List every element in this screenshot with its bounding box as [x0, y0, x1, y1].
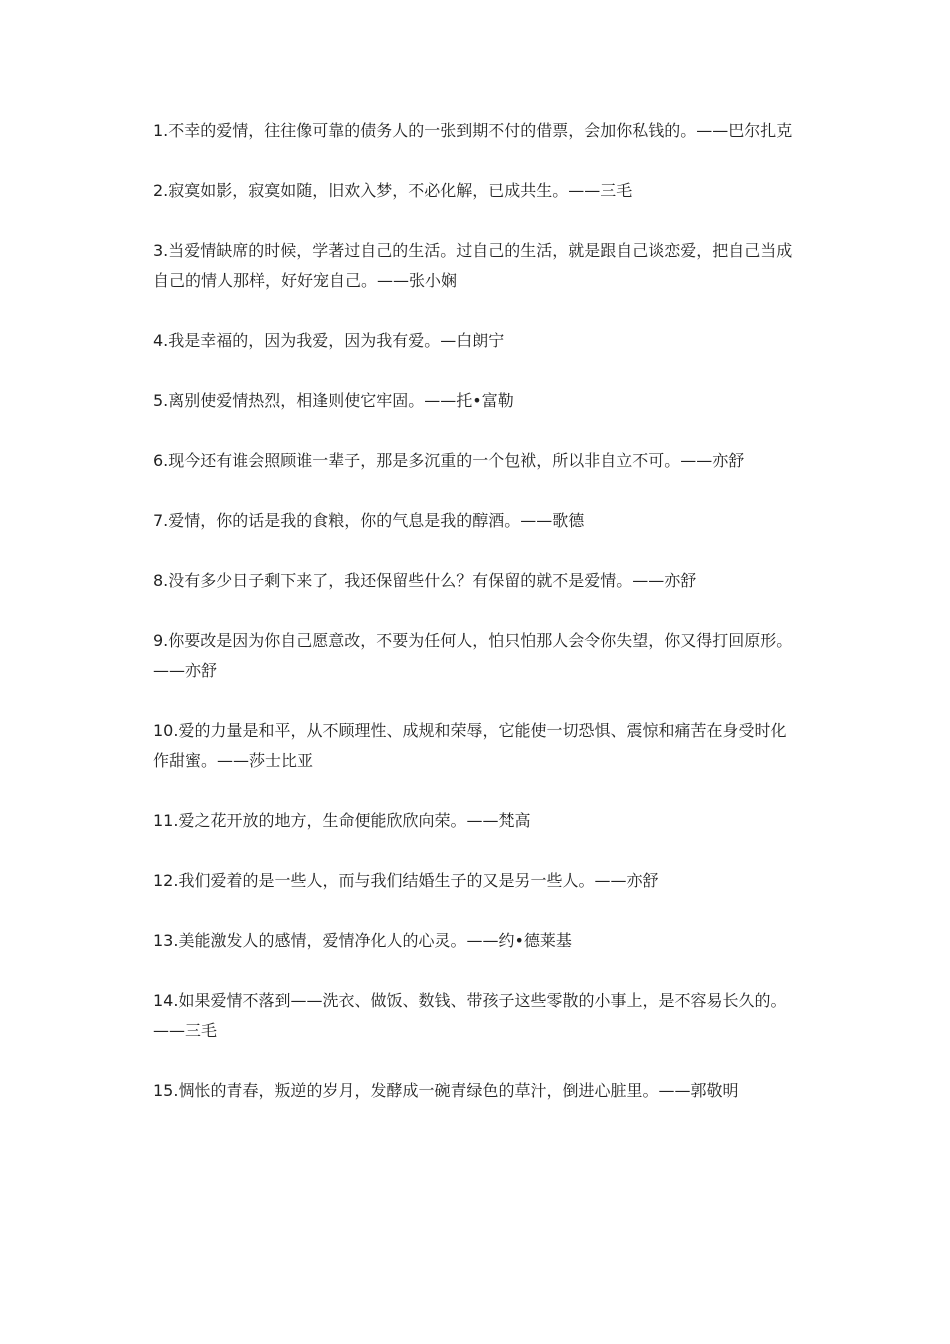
- quote-item: 6.现今还有谁会照顾谁一辈子，那是多沉重的一个包袱，所以非自立不可。——亦舒: [153, 451, 745, 470]
- quote-item: 13.美能激发人的感情，爱情净化人的心灵。——约•德莱基: [153, 931, 572, 950]
- quote-item: 4.我是幸福的，因为我爱，因为我有爱。—白朗宁: [153, 331, 505, 350]
- quote-item: 12.我们爱着的是一些人，而与我们结婚生子的又是另一些人。——亦舒: [153, 871, 659, 890]
- quote-item: 8.没有多少日子剩下来了，我还保留些什么？有保留的就不是爱情。——亦舒: [153, 571, 697, 590]
- quote-item: 9.你要改是因为你自己愿意改，不要为任何人，怕只怕那人会令你失望，你又得打回原形。——亦舒: [153, 631, 793, 680]
- quote-list: [153, 116, 801, 1136]
- quote-item: 3.当爱情缺席的时候，学著过自己的生活。过自己的生活，就是跟自己谈恋爱，把自己当成自己的情人那样，好好宠自己。——张小娴: [153, 241, 793, 290]
- quote-item: 1.不幸的爱情，往往像可靠的债务人的一张到期不付的借票，会加你私钱的。——巴尔扎克: [153, 121, 793, 140]
- quote-item: 7.爱情，你的话是我的食粮，你的气息是我的醇酒。——歌德: [153, 511, 585, 530]
- quote-item: 15.惆怅的青春，叛逆的岁月，发酵成一碗青绿色的草汁，倒进心脏里。——郭敬明: [153, 1081, 739, 1100]
- quote-item: 14.如果爱情不落到——洗衣、做饭、数钱、带孩子这些零散的小事上，是不容易长久的。——三毛: [153, 991, 787, 1040]
- quote-item: 5.离别使爱情热烈，相逢则使它牢固。——托•富勒: [153, 391, 514, 410]
- quote-item: 10.爱的力量是和平，从不顾理性、成规和荣辱，它能使一切恐惧、震惊和痛苦在身受时化作甜蜜。——莎士比亚: [153, 721, 787, 770]
- quote-item: 11.爱之花开放的地方，生命便能欣欣向荣。——梵高: [153, 811, 531, 830]
- quote-item: 2.寂寞如影，寂寞如随，旧欢入梦，不必化解，已成共生。——三毛: [153, 181, 633, 200]
